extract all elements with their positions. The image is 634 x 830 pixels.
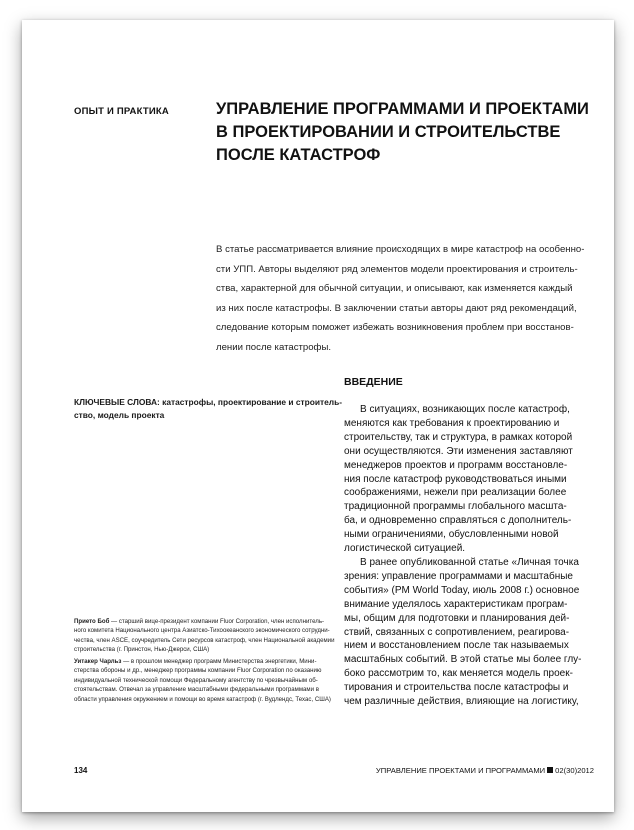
- abstract-line: из них после катастрофы. В заключении статьи авторы дают ряд рекомендаций,: [216, 302, 577, 314]
- title-line: В ПРОЕКТИРОВАНИИ И СТРОИТЕЛЬСТВЕ: [216, 123, 561, 141]
- author-bio-prieto: [74, 617, 334, 655]
- journal-name: УПРАВЛЕНИЕ ПРОЕКТАМИ И ПРОГРАММАМИ: [375, 766, 546, 775]
- abstract-line: лении после катастрофы.: [216, 341, 332, 353]
- author-bio-line: [74, 657, 334, 666]
- running-footer: [376, 766, 594, 775]
- body-line: логистической ситуацией.: [344, 543, 466, 555]
- author-bio-whitaker: [74, 657, 334, 704]
- body-line: В ситуациях, возникающих после катастроф,: [360, 404, 570, 415]
- author-name: Уитакер Чарльз: [74, 658, 122, 665]
- body-line: внимание уделялось характеристикам програм-: [344, 598, 568, 610]
- author-bio-text: — старший вице-президент компании Fluor Corporation, член исполнитель-: [109, 618, 325, 625]
- title-line: УПРАВЛЕНИЕ ПРОГРАММАМИ И ПРОЕКТАМИ: [216, 100, 589, 118]
- article-title: [216, 98, 596, 167]
- body-line: ными ограничениями, обусловленными новой: [344, 529, 559, 541]
- author-bio-line: стерства обороны и др., менеджер программы компании Fluor Corporation по оказанию: [74, 667, 322, 675]
- journal-page: [22, 20, 614, 812]
- body-line: события» (PM World Today, июль 2008 г.) основное: [344, 584, 580, 596]
- abstract-line: ства, характерной для обычной ситуации, и описывают, как изменяется каждый: [216, 283, 573, 294]
- body-line: нием и восстановлением после так называемых: [344, 640, 569, 652]
- author-bio-line: ного комитета Национального центра Азиатско-Тихоокеанского экономического сотрудни-: [74, 627, 330, 635]
- keywords-text: катастрофы, проектирование и строитель-: [159, 397, 343, 407]
- author-bio-line: строительства (г. Принстон, Нью-Джерси, США): [74, 646, 210, 654]
- abstract-line: следование которым поможет избежать возникновения проблем при восстанов-: [216, 322, 574, 333]
- author-name: Прието Боб: [74, 618, 110, 625]
- body-line: чем различные действия, влияющие на логистику,: [344, 696, 579, 708]
- page-number: 134: [74, 766, 88, 775]
- body-line: соображениями, нежели при реализации более: [344, 487, 567, 499]
- body-line: мы, общим для подготовки и планирования дей-: [344, 612, 570, 624]
- title-line: ПОСЛЕ КАТАСТРОФ: [216, 146, 381, 164]
- body-line: меняются как требования к проектированию и: [344, 417, 560, 429]
- article-body: [344, 403, 604, 709]
- body-line: строительству, так и структура, в рамках которой: [344, 431, 573, 443]
- keywords-label: КЛЮЧЕВЫЕ СЛОВА:: [74, 397, 160, 407]
- body-line: ния после катастроф руководствоваться иными: [344, 473, 567, 485]
- body-line: тирования и строительства после катастрофы и: [344, 682, 569, 694]
- body-line: ба, и одновременно справляться с дополнитель-: [344, 515, 572, 527]
- author-bio-text: — в прошлом менеджер программ Министерства энергетики, Мини-: [121, 658, 317, 665]
- abstract-line: В статье рассматривается влияние происходящих в мире катастроф на особенно-: [216, 244, 585, 255]
- body-line: традиционной программы глобального масшта-: [344, 501, 567, 513]
- section-label: ОПЫТ И ПРАКТИКА: [74, 106, 169, 117]
- body-line: они осуществляются. Эти изменения заставляют: [344, 445, 573, 457]
- body-line: менеджеров проектов и программ восстановле-: [344, 459, 568, 471]
- journal-issue: 02(30)2012: [555, 766, 594, 775]
- author-bio-line: чества, член ASCE, соучредитель Сети ресурсов катастроф, член Национальной академии: [74, 636, 335, 644]
- author-bio-line: области управления окружением и помощи во время катастроф (г. Вудлендс, Техас, США): [74, 695, 331, 703]
- abstract-line: сти УПП. Авторы выделяют ряд элементов модели проектирования и строитель-: [216, 263, 578, 275]
- square-bullet-icon: [547, 767, 553, 773]
- body-line: боко рассмотрим то, как меняется модель проек-: [344, 668, 573, 680]
- intro-heading: ВВЕДЕНИЕ: [344, 376, 403, 388]
- keywords: [74, 396, 343, 421]
- body-line: В ранее опубликованной статье «Личная точка: [360, 556, 579, 568]
- author-bio-line: индивидуальной технической помощи Федеральному агентству по чрезвычайным об-: [74, 676, 318, 684]
- author-bio-line: [74, 617, 334, 626]
- body-line: масштабных событий. В этой статье мы более глу-: [344, 654, 582, 666]
- body-line: зрения: управление программами и масштабные: [344, 570, 573, 582]
- keywords-line: [74, 396, 343, 409]
- body-line: ствий, связанных с сопротивлением, реагирова-: [344, 626, 570, 638]
- author-bio-line: стоятельствам. Отвечал за управление масштабными федеральными программами в: [74, 686, 319, 694]
- abstract: [216, 240, 592, 357]
- keywords-line: ство, модель проекта: [74, 409, 165, 420]
